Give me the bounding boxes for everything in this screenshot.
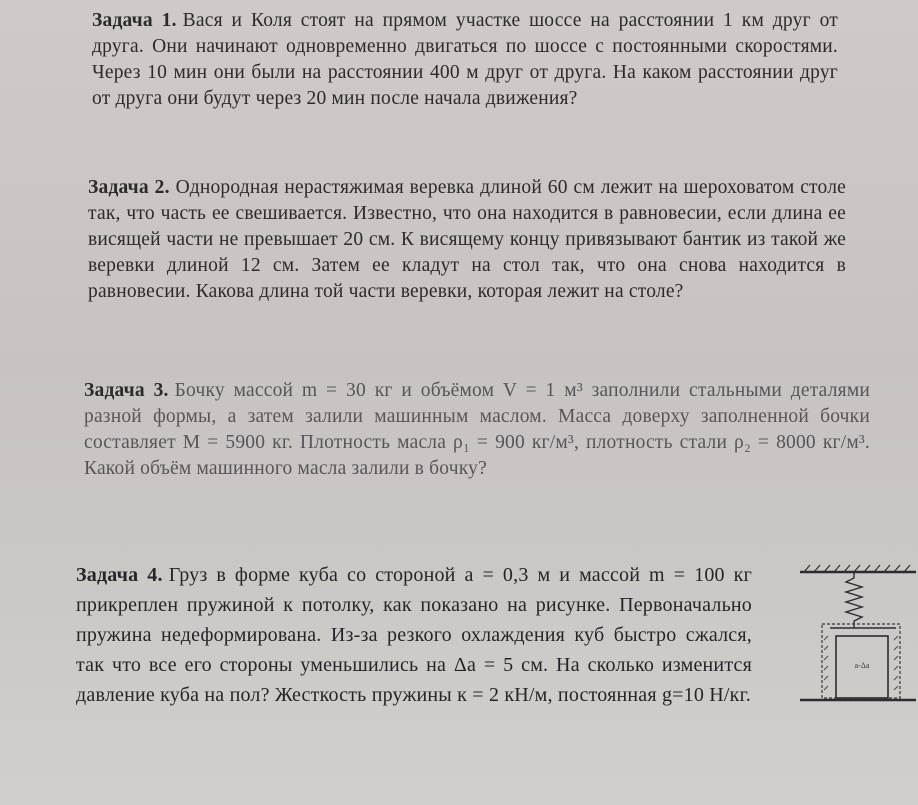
problem-1-label: Задача 1. [92,10,177,31]
problem-3-text: Бочку массой m = 30 кг и объёмом V = 1 м³ заполнили стальными деталями разной формы, а затем залили машинным маслом. Масса доверху заполненной бочки составляет M = 5900 кг. Плотность масла ρ₁ = 900 кг/м³, плотность стали ρ₂ = 8000 кг/м³. Какой объём машинного масла залили в бочку? [84,380,870,479]
problem-2-text: Однородная нерастяжимая веревка длиной 60 см лежит на шероховатом столе так, что часть ее свешивается. Известно, что она находится в равновесии, если длина ее висящей части не превышает 20 см. К висящему концу привязывают бантик из такой же веревки длиной 12 см. Затем ее кладут на стол так, что она снова находится в равновесии. Какова длина той части веревки, которая лежит на столе? [88,177,846,302]
problem-3-label: Задача 3. [84,380,169,401]
cube-label: a-Δa [854,661,870,670]
spring [846,572,862,628]
problem-1 [92,8,838,112]
problem-2 [88,175,846,305]
spring-cube-figure [796,560,918,710]
problem-4-text: Груз в форме куба со стороной a = 0,3 м и массой m = 100 кг прикреплен пружиной к потолку, как показано на рисунке. Первоначально пружина недеформирована. Из-за резкого охлаждения куб быстро сжался, так что все его стороны уменьшились на Δa = 5 см. На сколько изменится давление куба на пол? Жесткость пружины к = 2 кН/м, постоянная g=10 Н/кг. [76,564,753,706]
problem-1-text: Вася и Коля стоят на прямом участке шоссе на расстоянии 1 км друг от друга. Они начинают одновременно двигаться по шоссе с постоянными скоростями. Через 10 мин они были на расстоянии 400 м друг от друга. На каком расстоянии друг от друга они будут через 20 мин после начала движения? [92,10,838,109]
problem-4-label: Задача 4. [76,564,163,586]
problem-3 [84,378,870,482]
problem-2-label: Задача 2. [88,177,170,198]
problem-4 [76,560,752,710]
